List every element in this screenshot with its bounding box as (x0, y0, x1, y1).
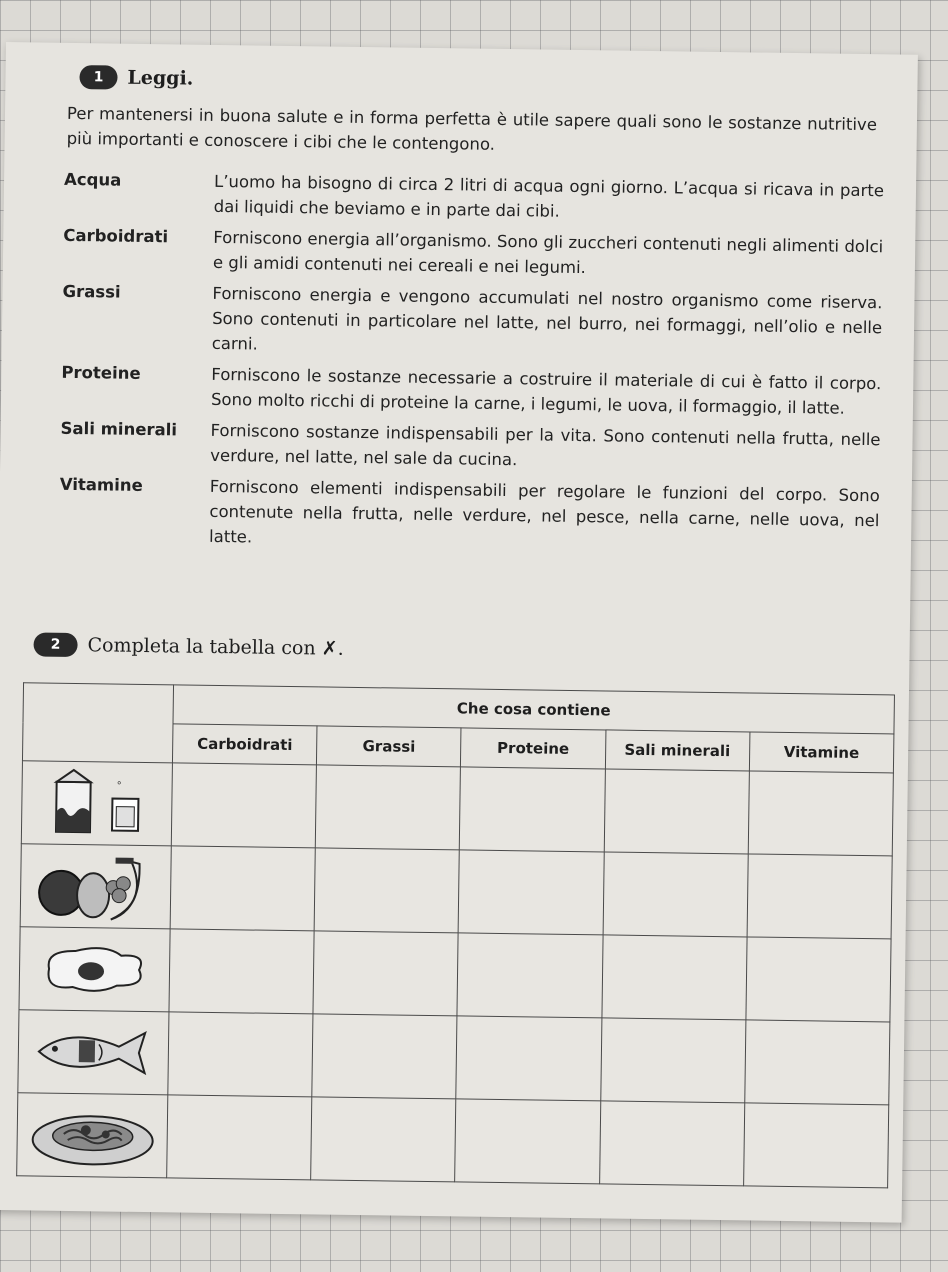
nutrient-term: Sali minerali (60, 418, 178, 440)
nutrient-term: Vitamine (59, 474, 143, 495)
answer-cell-grassi[interactable] (312, 1014, 457, 1099)
answer-cell-vitamine[interactable] (746, 937, 891, 1022)
answer-cell-grassi[interactable] (311, 1097, 456, 1182)
exercise1-intro: Per mantenersi in buona salute e in forma perfetta è utile sapere quali sono le sostanze nutritive più importanti e conoscere i cibi che le contengono. (66, 103, 878, 154)
food-image-cell (21, 761, 172, 846)
answer-cell-grassi[interactable] (314, 848, 459, 933)
fried-egg-icon (34, 938, 155, 1000)
answer-cell-grassi[interactable] (315, 765, 460, 850)
answer-cell-vitamine[interactable] (743, 1103, 888, 1188)
table-row (18, 1010, 890, 1105)
nutrient-definition: Forniscono sostanze indispensabili per la vita. Sono contenuti nella frutta, nelle verdure, nel latte, nel sale da cucina. (210, 420, 881, 470)
nutrient-term: Grassi (62, 281, 121, 302)
column-header-carboidrati: Carboidrati (172, 724, 317, 765)
answer-cell-carboidrati[interactable] (168, 1012, 313, 1097)
pasta-plate-icon (27, 1099, 158, 1171)
nutrient-row (41, 360, 882, 422)
column-header-vitamine: Vitamine (749, 732, 894, 773)
food-image-cell (19, 927, 170, 1012)
answer-cell-proteine[interactable] (457, 933, 602, 1018)
food-image-cell (17, 1093, 168, 1178)
answer-cell-carboidrati[interactable] (171, 763, 316, 848)
nutrient-row (39, 472, 880, 559)
answer-cell-proteine[interactable] (456, 1016, 601, 1101)
nutrient-row (43, 223, 884, 285)
answer-cell-vitamine[interactable] (748, 771, 893, 856)
table-main-header: Che cosa contiene (173, 685, 894, 734)
food-image-cell (18, 1010, 169, 1095)
fruit-icon (30, 850, 161, 922)
milk-glass-icon (41, 768, 152, 840)
food-table-wrapper (16, 682, 895, 1188)
nutrient-term: Proteine (61, 362, 141, 383)
answer-cell-sali-minerali[interactable] (600, 1018, 745, 1103)
table-row (17, 1093, 889, 1188)
column-header-sali-minerali: Sali minerali (605, 730, 750, 771)
food-table (16, 682, 895, 1188)
answer-cell-carboidrati[interactable] (170, 846, 315, 931)
answer-cell-vitamine[interactable] (745, 1020, 890, 1105)
answer-cell-proteine[interactable] (455, 1099, 600, 1184)
exercise2-title: Completa la tabella con ✗. (87, 634, 344, 660)
nutrient-definition: Forniscono energia e vengono accumulati nel nostro organismo come riserva. Sono contenuti in particolare nel latte, nel burro, nei formaggi, nell’olio e nelle carni. (211, 283, 883, 354)
answer-cell-sali-minerali[interactable] (603, 852, 748, 937)
answer-cell-proteine[interactable] (458, 850, 603, 935)
nutrient-list (39, 167, 884, 565)
nutrient-definition: Forniscono energia all’organismo. Sono gli zuccheri contenuti negli alimenti dolci e gli amidi contenuti nei cereali e nei legumi. (212, 227, 884, 278)
nutrient-row (44, 167, 885, 229)
table-row (19, 927, 891, 1022)
nutrient-definition: L’uomo ha bisogno di circa 2 litri di acqua ogni giorno. L’acqua si ricava in parte dai liquidi che beviamo e in parte dai cibi. (213, 171, 885, 221)
table-row (20, 844, 892, 939)
answer-cell-vitamine[interactable] (747, 854, 892, 939)
answer-cell-sali-minerali[interactable] (599, 1101, 744, 1186)
worksheet (0, 42, 918, 1223)
nutrient-row (40, 416, 881, 478)
answer-cell-sali-minerali[interactable] (601, 935, 746, 1020)
table-row (21, 761, 893, 856)
nutrient-term: Acqua (63, 169, 122, 190)
nutrient-row (42, 279, 883, 366)
food-image-cell (20, 844, 171, 929)
column-header-grassi: Grassi (317, 726, 462, 767)
answer-cell-carboidrati[interactable] (169, 929, 314, 1014)
fish-icon (28, 1021, 159, 1083)
svg-text:°: ° (116, 780, 122, 792)
answer-cell-carboidrati[interactable] (167, 1095, 312, 1180)
exercise2-heading (33, 632, 343, 660)
nutrient-definition: Forniscono elementi indispensabili per regolare le funzioni del corpo. Sono contenute nella frutta, nelle verdure, nel pesce, nella carne, nelle uova, nel latte. (208, 476, 880, 547)
answer-cell-proteine[interactable] (460, 767, 605, 852)
answer-cell-sali-minerali[interactable] (604, 769, 749, 854)
column-header-proteine: Proteine (461, 728, 606, 769)
exercise2-number: 2 (33, 632, 77, 657)
exercise1-heading (79, 65, 193, 91)
answer-cell-grassi[interactable] (313, 931, 458, 1016)
nutrient-term: Carboidrati (63, 225, 169, 247)
exercise1-number: 1 (79, 65, 117, 90)
table-corner (22, 683, 173, 763)
exercise1-title: Leggi. (127, 66, 194, 90)
nutrient-definition: Forniscono le sostanze necessarie a costruire il materiale di cui è fatto il corpo. Sono molto ricchi di proteine la carne, i legumi, le uova, il formaggio, il latte. (210, 364, 882, 418)
